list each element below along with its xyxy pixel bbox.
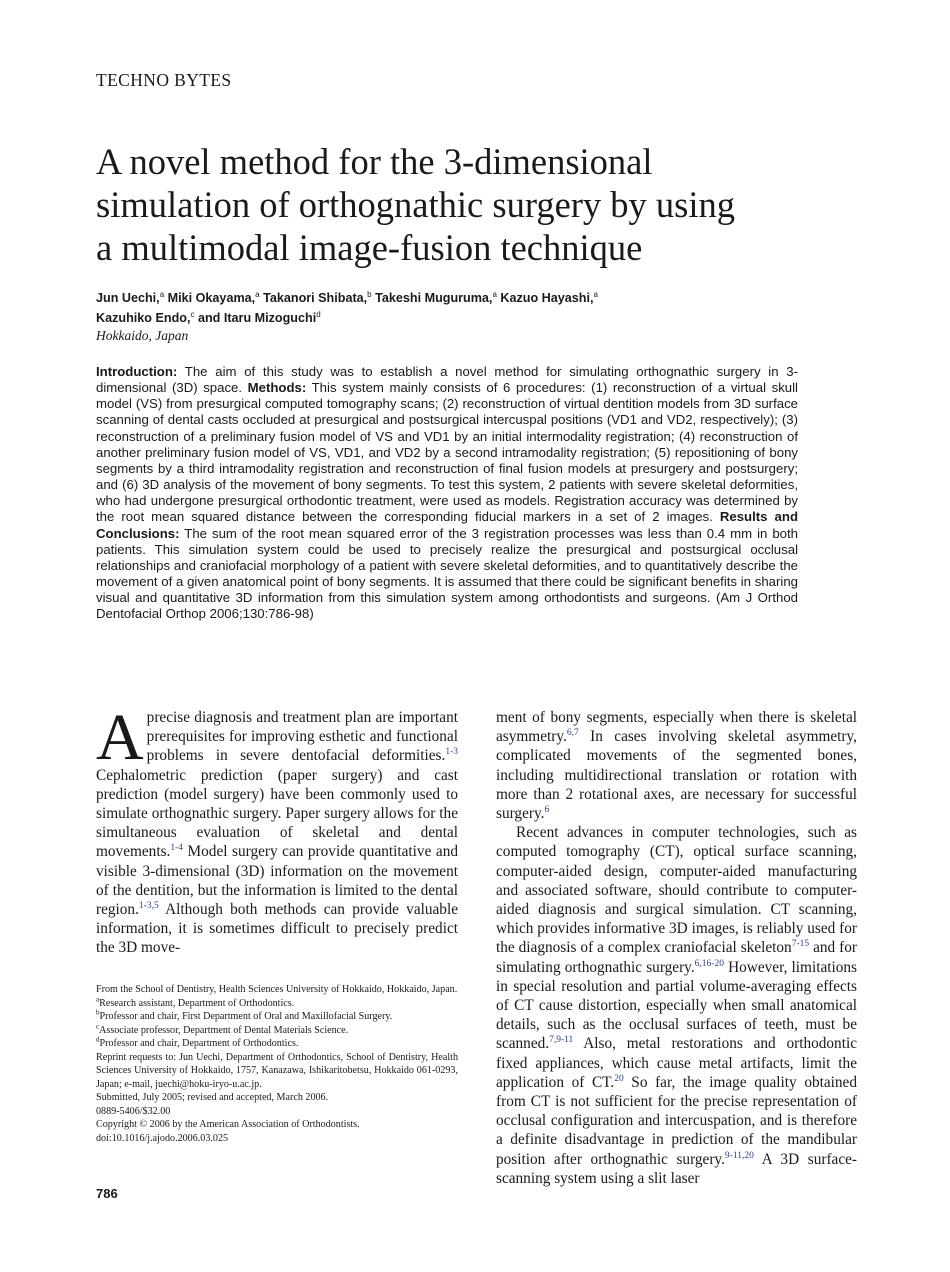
superscript: 20 xyxy=(614,1073,624,1084)
superscript: a xyxy=(96,995,100,1004)
text-run: Professor and chair, Department of Orthodontics. xyxy=(99,1038,299,1049)
text-run: Recent advances in computer technologies, such as computed tomography (CT), optical surface scanning, computer-aided design, computer-aided manufacturing and associated software, should contribute to computer-aided diagnosis and surgical simulation. CT scanning, which provides informative 3D images, is reliably used for the diagnosis of a complex craniofacial skeleton xyxy=(496,824,857,957)
text-run: Although both methods can provide valuable information, it is sometimes difficult to precisely predict the 3D move- xyxy=(96,901,458,957)
title-line: A novel method for the 3-dimensional xyxy=(96,141,653,182)
superscript: c xyxy=(96,1022,100,1031)
text-run: doi:10.1016/j.ajodo.2006.03.025 xyxy=(96,1132,229,1144)
author-list xyxy=(96,288,856,328)
text-run: However, limitations in special resolution and partial volume-averaging effects of CT cause distortion, especially when small anatomical details, such as the occlusal surfaces of teeth, must be scanned. xyxy=(496,958,857,1053)
page-number: 786 xyxy=(96,1186,118,1201)
text-run: Kazuhiko Endo, xyxy=(96,311,191,325)
superscript: b xyxy=(367,289,372,299)
text-run: Reprint requests to: Jun Uechi, Department of Orthodontics, School of Dentistry, Health Sciences University of Hokkaido, 1757, Kanazawa, Ishikaritobetsu, Hokkaido 061-0293, Japan; e-mail, xyxy=(96,1051,458,1090)
superscript: d xyxy=(96,1035,100,1044)
author-location: Hokkaido, Japan xyxy=(96,328,189,343)
body-column-right xyxy=(496,708,857,1188)
superscript: a xyxy=(492,289,497,299)
intro-paragraph xyxy=(96,701,458,958)
text-run: Miki Okayama, xyxy=(164,291,256,305)
text-run: Also, metal restorations and orthodontic fixed appliances, which cause metal artifacts, limit the application of CT. xyxy=(496,1035,857,1091)
text-run: The aim of this study was to establish a novel method for simulating orthognathic surgery in 3-dimensional (3D) space. xyxy=(96,364,798,396)
text-run: Kazuo Hayashi, xyxy=(496,291,594,305)
superscript: 7,9-11 xyxy=(549,1035,574,1046)
superscript: 1-4 xyxy=(170,843,184,854)
superscript: a xyxy=(255,289,260,299)
superscript: 1-3,5 xyxy=(138,900,159,911)
footnote-affiliation xyxy=(96,983,458,997)
footnote-role-d xyxy=(96,1037,458,1051)
drop-cap: A xyxy=(96,701,144,774)
text-run: and for simulating orthognathic surgery. xyxy=(496,939,857,976)
intro-paragraph-text xyxy=(96,701,458,957)
title-line: a multimodal image-fusion technique xyxy=(96,227,643,268)
footnote-role-a xyxy=(96,997,458,1011)
superscript: a xyxy=(593,289,598,299)
text-run: Cephalometric prediction (paper surgery) and cast prediction (model surgery) have been commonly used to simulate orthognathic surgery. Paper surgery allows for the simultaneous evaluation of skeletal and dental movements. xyxy=(96,766,458,861)
footnote-doi xyxy=(96,1132,458,1146)
text-run: Professor and chair, First Department of Oral and Maxillofacial Surgery. xyxy=(99,1011,393,1022)
text-run: ment of bony segments, especially when there is skeletal asymmetry. xyxy=(496,709,857,746)
footnote-role-c xyxy=(96,1024,458,1038)
text-run: 0889-5406/$32.00 xyxy=(96,1105,171,1117)
section-label-inline: Methods: xyxy=(247,380,307,396)
body-column-left xyxy=(96,701,458,958)
text-run: In cases involving skeletal asymmetry, complicated movements of the segmented bones, including multidirectional translation or rotation with more than 2 rotational axes, are necessary for successful surgery. xyxy=(496,728,857,823)
superscript: c xyxy=(190,309,195,319)
superscript: d xyxy=(316,309,321,319)
text-run: Jun Uechi, xyxy=(96,291,160,305)
text-run: A 3D surface-scanning system using a slit laser xyxy=(496,1150,857,1187)
superscript: b xyxy=(96,1008,100,1017)
footnote-copyright xyxy=(96,1118,458,1132)
article-title xyxy=(96,140,876,269)
text-run: Takeshi Muguruma, xyxy=(371,291,493,305)
section-label-inline: Introduction: xyxy=(96,364,178,379)
footnote-issn-price xyxy=(96,1105,458,1119)
body-paragraph xyxy=(496,708,857,823)
text-run: . xyxy=(259,1078,262,1090)
text-run: Model surgery can provide quantitative and visible 3-dimensional (3D) information on the movement of the dentition, but the information is limited to the dental region. xyxy=(96,843,458,919)
section-label-inline: Results and Conclusions: xyxy=(96,509,798,541)
superscript: 9-11,20 xyxy=(724,1150,754,1161)
superscript: 7-15 xyxy=(791,939,810,950)
text-run: Copyright © 2006 by the American Association of Orthodontists. xyxy=(96,1119,360,1130)
text-run: precise diagnosis and treatment plan are important prerequisites for improving esthetic and functional problems in severe dentofacial deformities. xyxy=(146,709,458,765)
title-line: simulation of orthognathic surgery by using xyxy=(96,184,736,225)
footnote-role-b xyxy=(96,1010,458,1024)
author-line xyxy=(96,308,856,328)
footnote-submission-dates xyxy=(96,1091,458,1105)
superscript: 6 xyxy=(544,804,550,815)
text-run: So far, the image quality obtained from CT is not sufficient for the precise representation of occlusal configuration and intercuspation, and is therefore a definite disadvantage in prediction of the mandibular position after orthognathic surgery. xyxy=(496,1073,857,1168)
text-run: and Itaru Mizoguchi xyxy=(194,311,317,325)
superscript: a xyxy=(159,289,165,299)
superscript: 1-3 xyxy=(445,747,458,758)
footnotes xyxy=(96,983,458,1145)
footnote-reprint-requests xyxy=(96,1051,458,1092)
body-paragraph xyxy=(496,823,857,1188)
text-run: This system mainly consists of 6 procedures: (1) reconstruction of a virtual skull model (VS) from presurgical computed tomography scans; (2) reconstruction of virtual dentition models from 3D surface scanning of dental casts occluded at presurgical and postsurgical intercuspal positions (VD1 and VD2, respectively); (3) reconstruction of a preliminary fusion model of VS and VD1 by an initial intermodality registration; (4) reconstruction of another preliminary fusion model of VS, VD1, and VD2 by a second intramodality registration; (5) repositioning of bony segments by a third intramodality registration and reconstruction of final fusion models at presurgery and postsurgery; and (6) 3D analysis of the movement of bony segments. To test this system, 2 patients with severe skeletal deformities, who had undergone presurgical orthodontic treatment, were used as models. Registration accuracy was determined by the root mean squared distance between the corresponding fiducial markers in a set of 2 images. xyxy=(96,380,798,525)
text-run: Takanori Shibata, xyxy=(259,291,368,305)
section-label: TECHNO BYTES xyxy=(96,70,232,90)
superscript: 6,16-20 xyxy=(694,958,724,969)
email-link[interactable]: juechi@hoku-iryo-u.ac.jp xyxy=(155,1078,260,1090)
superscript: 6,7 xyxy=(566,728,579,739)
author-line xyxy=(96,288,856,308)
abstract xyxy=(96,364,798,623)
text-run: Associate professor, Department of Dental Materials Science. xyxy=(99,1024,349,1036)
text-run: Submitted, July 2005; revised and accepted, March 2006. xyxy=(96,1092,329,1103)
text-run: From the School of Dentistry, Health Sciences University of Hokkaido, Hokkaido, Japan. xyxy=(96,984,458,995)
text-run: The sum of the root mean squared error of the 3 registration processes was less than 0.4 mm in both patients. This simulation system could be used to precisely realize the presurgical and postsurgical occlusal relationships and craniofacial morphology of a patient with severe skeletal deformities, and to quantitatively describe the movement of a given anatomical point of bony segments. It is assumed that there could be significant benefits in sharing visual and quantitative 3D information from this simulation system among orthodontists and surgeons. (Am J Orthod Dentofacial Orthop 2006;130:786-98) xyxy=(96,525,798,622)
text-run: Research assistant, Department of Orthodontics. xyxy=(99,997,295,1009)
